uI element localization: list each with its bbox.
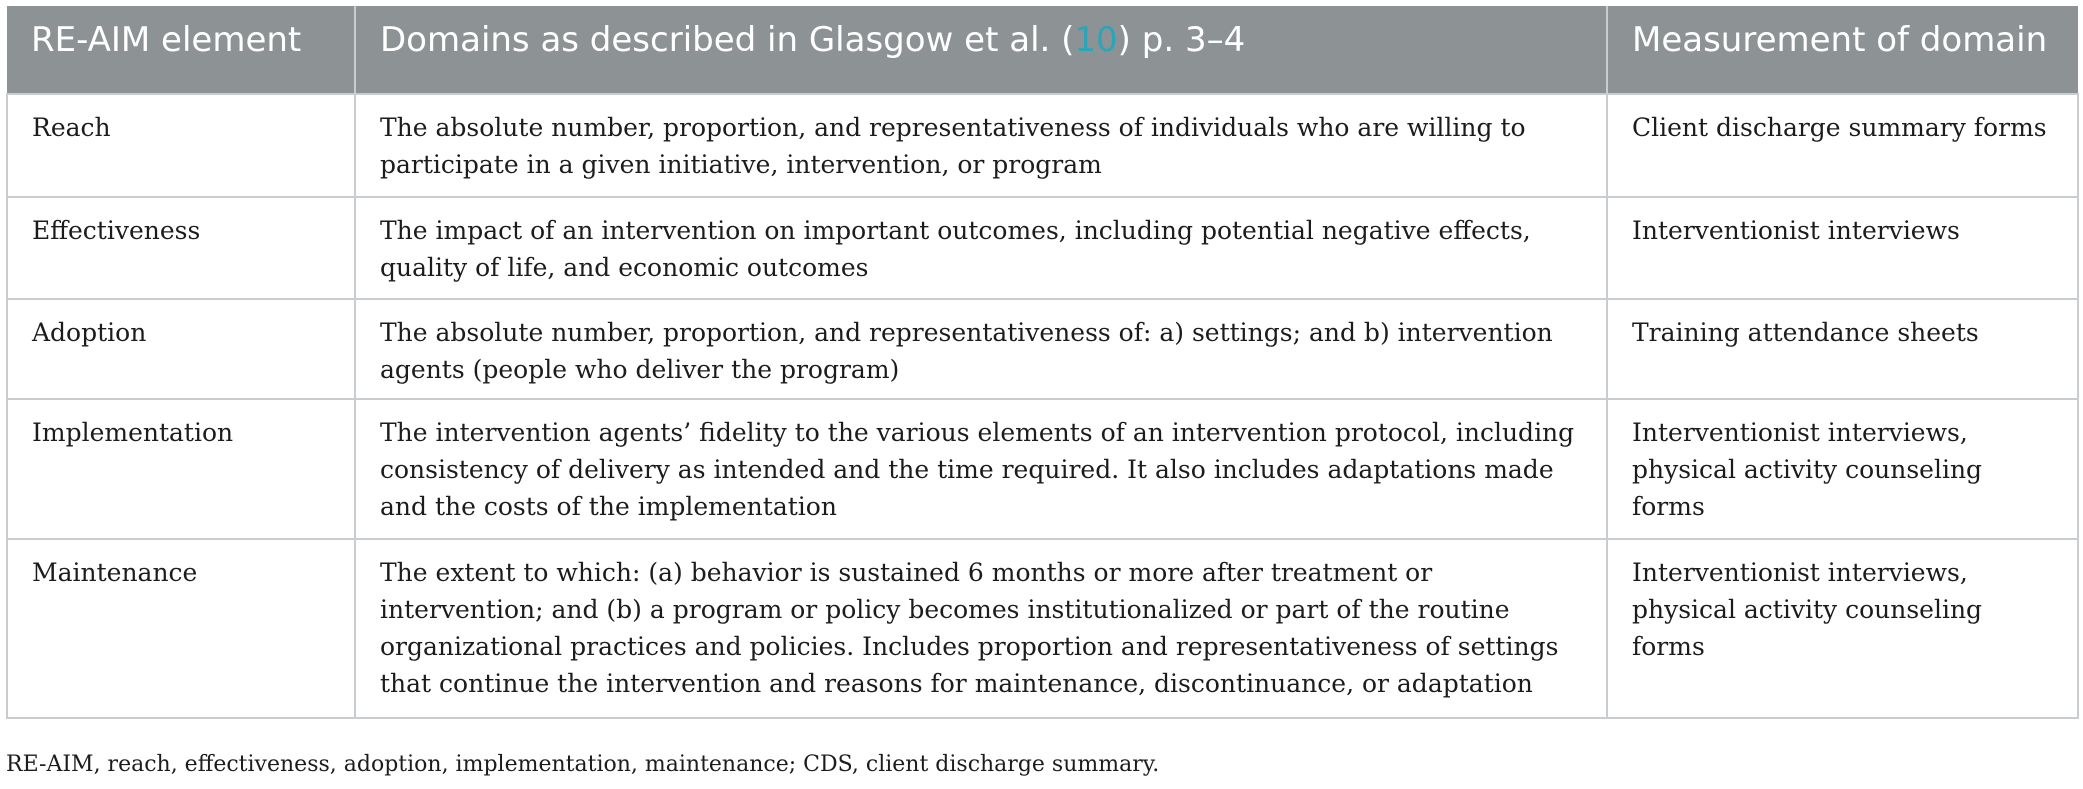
domain-cell: The impact of an intervention on important outcomes, including potential negative effects, quality of life, and economic outcomes bbox=[355, 197, 1607, 299]
domain-cell: The intervention agents’ fidelity to the various elements of an intervention protocol, including consistency of delivery as intended and the time required. It also includes adaptations made and the costs of the implementation bbox=[355, 399, 1607, 539]
element-cell: Adoption bbox=[7, 299, 355, 399]
measurement-cell: Training attendance sheets bbox=[1607, 299, 2078, 399]
header-domains-prefix: Domains as described in Glasgow et al. ( bbox=[380, 20, 1075, 60]
table-row bbox=[7, 299, 2078, 399]
element-cell: Reach bbox=[7, 94, 355, 197]
measurement-cell: Interventionist interviews, physical activity counseling forms bbox=[1607, 399, 2078, 539]
table-footnote: RE-AIM, reach, effectiveness, adoption, implementation, maintenance; CDS, client discharge summary. bbox=[6, 752, 1160, 777]
citation-link[interactable]: 10 bbox=[1074, 20, 1118, 60]
re-aim-table bbox=[6, 6, 2079, 719]
measurement-cell: Client discharge summary forms bbox=[1607, 94, 2078, 197]
table-row bbox=[7, 94, 2078, 197]
table-header bbox=[7, 6, 2078, 94]
element-cell: Maintenance bbox=[7, 539, 355, 718]
measurement-cell: Interventionist interviews, physical activity counseling forms bbox=[1607, 539, 2078, 718]
domain-cell: The absolute number, proportion, and representativeness of individuals who are willing to participate in a given initiative, intervention, or program bbox=[355, 94, 1607, 197]
table-row bbox=[7, 197, 2078, 299]
table-row bbox=[7, 539, 2078, 718]
element-cell: Implementation bbox=[7, 399, 355, 539]
domain-cell: The extent to which: (a) behavior is sustained 6 months or more after treatment or intervention; and (b) a program or policy becomes institutionalized or part of the routine organizational practices and policies. Includes proportion and representativeness of settings that continue the intervention and reasons for maintenance, discontinuance, or adaptation bbox=[355, 539, 1607, 718]
re-aim-table-container bbox=[6, 6, 2077, 719]
header-row bbox=[7, 6, 2078, 94]
domain-cell: The absolute number, proportion, and representativeness of: a) settings; and b) intervention agents (people who deliver the program) bbox=[355, 299, 1607, 399]
element-cell: Effectiveness bbox=[7, 197, 355, 299]
measurement-cell: Interventionist interviews bbox=[1607, 197, 2078, 299]
table-row bbox=[7, 399, 2078, 539]
header-domains-suffix: ) p. 3–4 bbox=[1117, 20, 1246, 60]
header-measurement: Measurement of domain bbox=[1607, 6, 2078, 94]
header-domains bbox=[355, 6, 1607, 94]
table-body bbox=[7, 94, 2078, 718]
header-re-aim-element: RE-AIM element bbox=[7, 6, 355, 94]
